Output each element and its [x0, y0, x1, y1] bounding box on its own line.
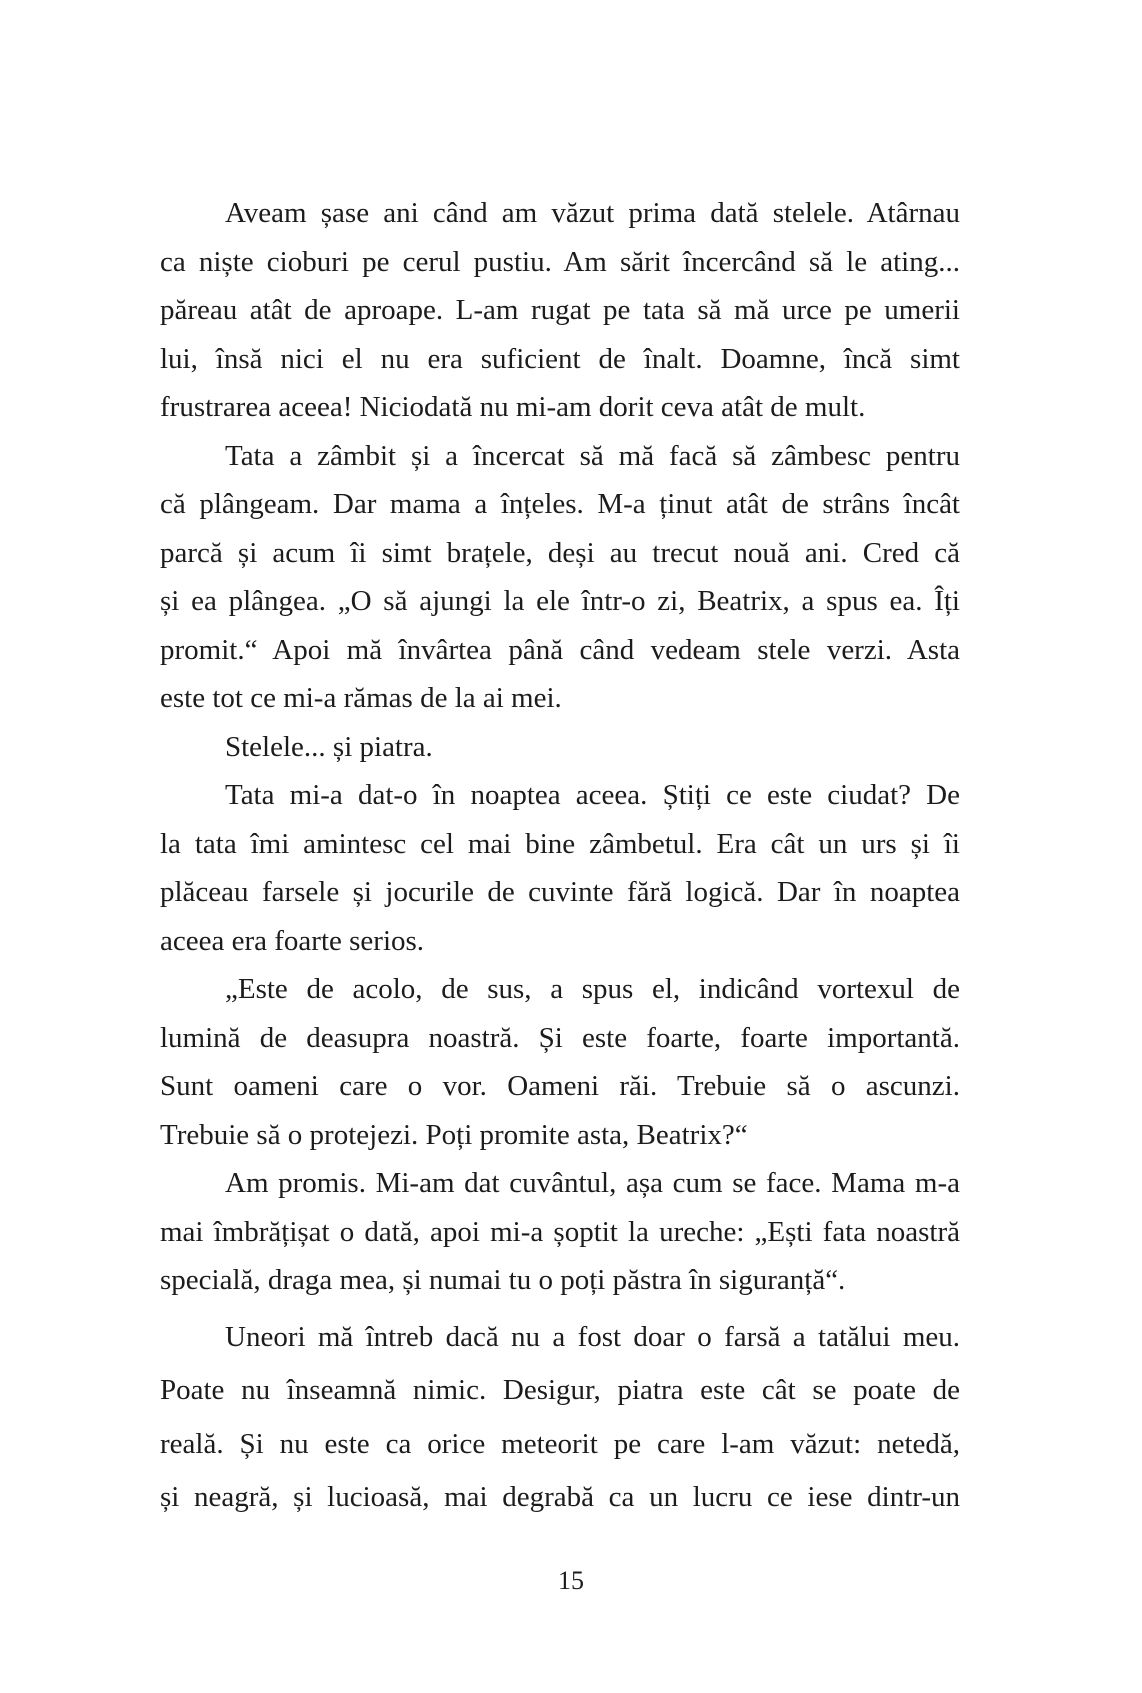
- text-line: mai îmbrățișat o dată, apoi mi-a șoptit la ureche: „Ești fata noastră: [160, 1215, 960, 1248]
- text-line: și ea plângea. „O să ajungi la ele într-o zi, Beatrix, a spus ea. Îți: [160, 585, 960, 617]
- text-line: Aveam șase ani când am văzut prima dată stelele. Atârnau: [225, 197, 960, 229]
- text-line: reală. Și nu este ca orice meteorit pe care l-am văzut: netedă,: [160, 1427, 960, 1460]
- body-text: [160, 189, 960, 1525]
- text-line: că plângeam. Dar mama a înțeles. M-a ținut atât de strâns încât: [160, 488, 960, 520]
- text-line: Stelele... și piatra.: [225, 730, 433, 763]
- text-line: Uneori mă întreb dacă nu a fost doar o farsă a tatălui meu.: [225, 1320, 960, 1353]
- text-line: specială, draga mea, și numai tu o poți păstra în siguranță“.: [160, 1264, 846, 1296]
- text-line: promit.“ Apoi mă învârtea până când vedeam stele verzi. Asta: [160, 633, 960, 666]
- text-line: parcă și acum îi simt brațele, deși au trecut nouă ani. Cred că: [160, 536, 960, 569]
- text-line: Sunt oameni care o vor. Oameni răi. Trebuie să o ascunzi.: [160, 1070, 960, 1102]
- text-line: Poate nu înseamnă nimic. Desigur, piatra este cât se poate de: [160, 1374, 960, 1406]
- text-line: Tata a zâmbit și a încercat să mă facă să zâmbesc pentru: [225, 439, 960, 472]
- text-line: Trebuie să o protejezi. Poți promite asta, Beatrix?“: [160, 1118, 748, 1151]
- text-line: la tata îmi amintesc cel mai bine zâmbetul. Era cât un urs și îi: [160, 827, 960, 860]
- text-line: și neagră, și lucioasă, mai degrabă ca un lucru ce iese dintr-un: [160, 1481, 960, 1513]
- text-line: păreau atât de aproape. L-am rugat pe tata să mă urce pe umerii: [160, 294, 960, 326]
- text-line: Am promis. Mi-am dat cuvântul, așa cum se face. Mama m-a: [225, 1167, 960, 1199]
- text-line: ca niște cioburi pe cerul pustiu. Am sărit încercând să le ating...: [160, 245, 960, 278]
- page-number: 15: [558, 1566, 584, 1595]
- text-line: Tata mi-a dat-o în noaptea aceea. Știți ce este ciudat? De: [225, 779, 960, 811]
- text-line: plăceau farsele și jocurile de cuvinte fără logică. Dar în noaptea: [160, 876, 960, 908]
- text-line: lumină de deasupra noastră. Și este foarte, foarte importantă.: [160, 1021, 960, 1054]
- text-line: „Este de acolo, de sus, a spus el, indicând vortexul de: [225, 973, 960, 1005]
- text-line: aceea era foarte serios.: [160, 924, 425, 957]
- text-line: lui, însă nici el nu era suficient de înalt. Doamne, încă simt: [160, 342, 960, 375]
- text-line: este tot ce mi-a rămas de la ai mei.: [160, 682, 562, 714]
- text-line: frustrarea aceea! Niciodată nu mi-am dorit ceva atât de mult.: [160, 391, 866, 423]
